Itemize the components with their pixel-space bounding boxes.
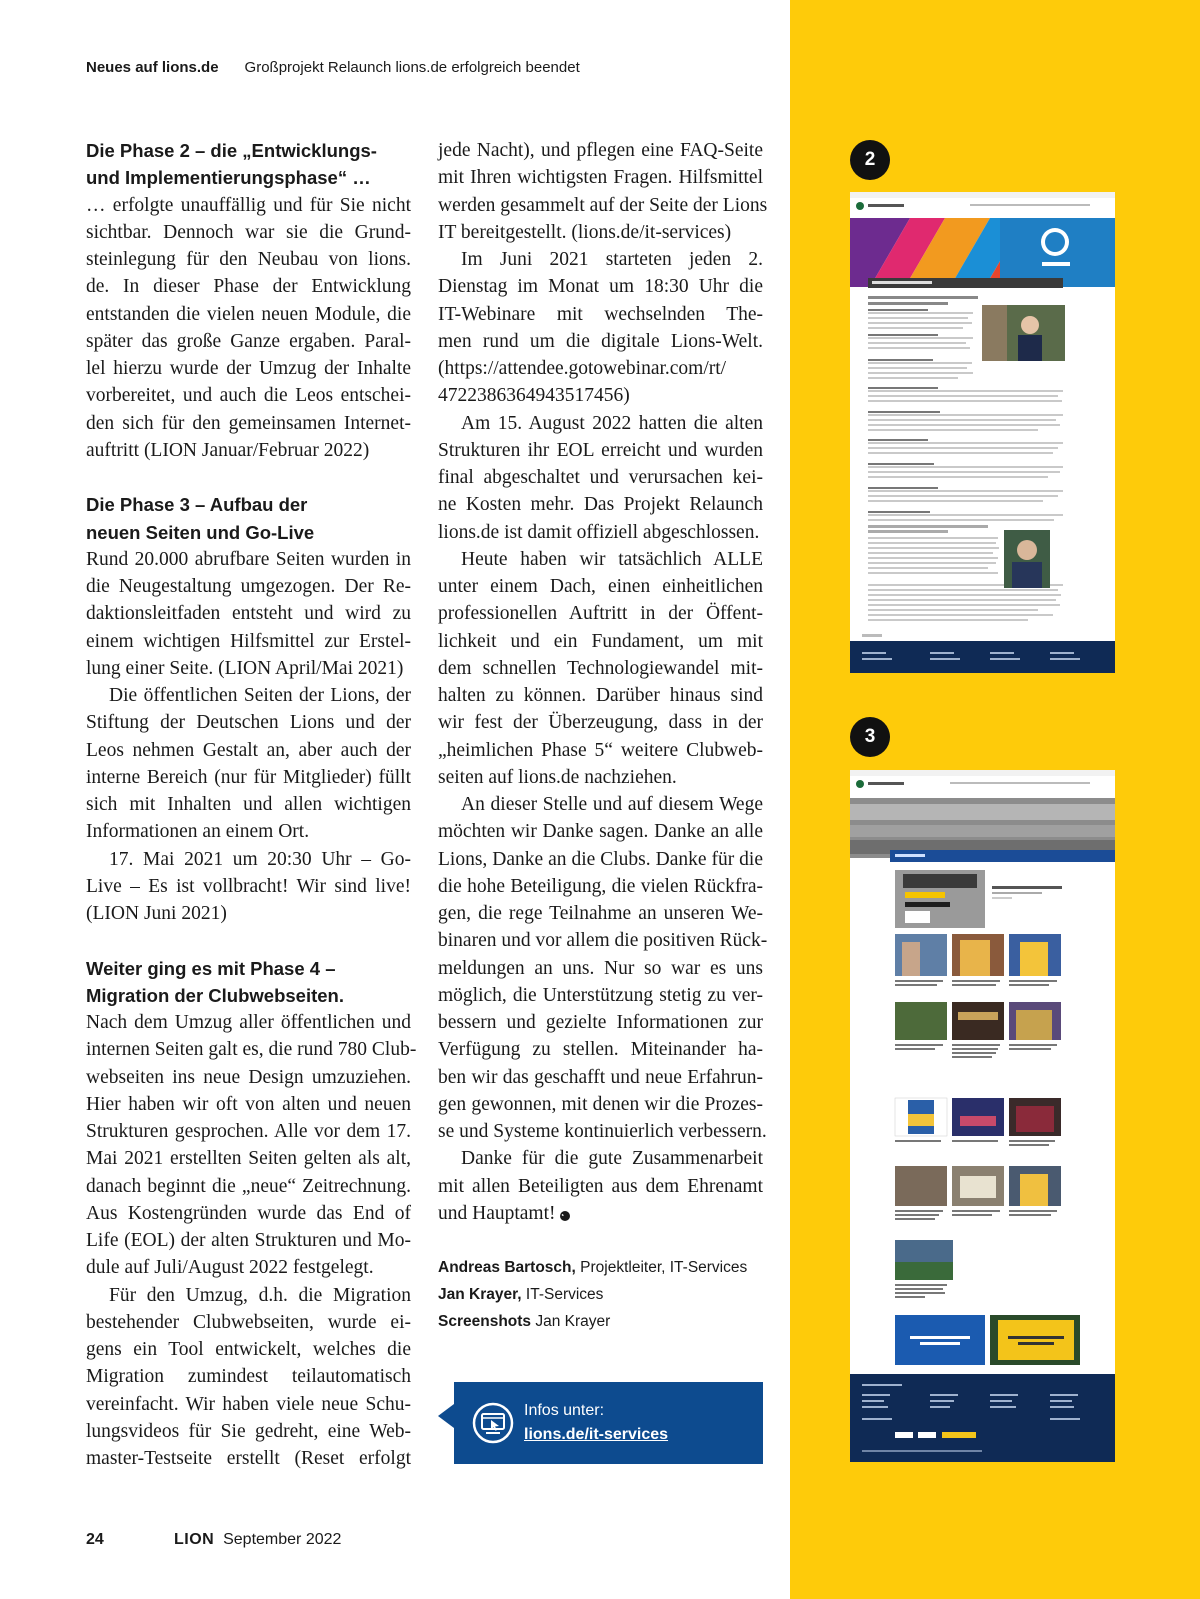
body-text-line [438, 1200, 763, 1227]
body-text-line [86, 791, 411, 818]
line-text: danach beginnt die „neue“ Zeitrechnung. [86, 1175, 411, 1197]
body-text-line [438, 682, 763, 709]
body-text-line [86, 355, 411, 382]
line-text: bestehender Clubwebseiten, wurde ei- [86, 1311, 411, 1333]
running-header [86, 59, 580, 76]
credit-name: Screenshots [438, 1313, 532, 1330]
line-text: vorbereitet, und auch die Leos entschei- [86, 385, 411, 407]
line-text: daktionsleitfaden entsteht und wird zu [86, 603, 411, 625]
line-text: Leos nehmen Gestalt an, aber auch der [86, 739, 411, 761]
body-text-line [86, 437, 411, 464]
line-text: Lions, Danke an die Clubs. Danke für die [438, 848, 763, 870]
line-text: sichtbar. Dennoch war sie die Grund- [86, 221, 411, 243]
line-text: entstanden die vielen neuen Module, die [86, 303, 411, 325]
line-text: lions.de ist damit offiziell abgeschlossen. [438, 521, 760, 543]
line-text: den sich für den gemeinsamen Internet- [86, 412, 411, 434]
line-text: und Hauptamt! [438, 1202, 556, 1224]
body-text-line [438, 328, 763, 355]
line-text: de. In dieser Phase der Entwicklung [86, 276, 411, 298]
line-text: unter einem Dach, einen einheitlichen [438, 576, 763, 597]
section-heading-line [86, 164, 411, 191]
body-text-line [438, 791, 763, 818]
line-text: Am 15. August 2022 hatten die alten [461, 412, 763, 434]
line-text: interne Bereich (nur für Mitglieder) füllt [86, 766, 411, 788]
body-text-line [438, 900, 763, 927]
body-text-line [86, 273, 411, 300]
line-text: ne Kosten mehr. Das Projekt Relaunch [438, 494, 763, 516]
body-text-line [86, 301, 411, 328]
line-text: Mai 2021 erstellten Seiten gelten als alt, [86, 1148, 411, 1170]
body-text-line [438, 1145, 763, 1172]
line-text: Stiftung der Deutschen Lions und der [86, 712, 411, 734]
line-text: Migration der Clubwebseiten. [86, 984, 344, 1006]
body-text-line [438, 1036, 763, 1063]
line-text: „heimlichen Phase 5“ weitere Clubweb- [438, 739, 763, 761]
section-name: Neues auf lions.de [86, 59, 219, 76]
line-text: (LION Juni 2021) [86, 903, 227, 924]
body-text-line [86, 900, 411, 927]
body-text-line [438, 737, 763, 764]
credit-name: Jan Krayer, [438, 1286, 522, 1303]
body-text-line [438, 546, 763, 573]
line-text: Dienstag im Monat um 18:30 Uhr die [438, 276, 763, 298]
line-text: vereinfacht. Wir haben viele neue Schu- [86, 1393, 411, 1415]
line-text: lungsvideos für Sie gedreht, eine Web- [86, 1420, 411, 1442]
line-text: webseiten ins neue Design umzuziehen. [86, 1066, 411, 1088]
body-text-line [86, 737, 411, 764]
body-text-line [86, 246, 411, 273]
body-text-line [438, 1173, 763, 1200]
body-text-line [86, 628, 411, 655]
body-text-line [438, 818, 763, 845]
line-text: Für den Umzug, d.h. die Migration [109, 1284, 411, 1306]
line-text: meldungen an uns. Nur so war es uns [438, 957, 763, 979]
line-text: Hier haben wir oft von alten und neuen [86, 1093, 411, 1115]
paragraph-gap [86, 464, 411, 491]
body-text-line [86, 682, 411, 709]
body-text-line [86, 219, 411, 246]
line-text: IT bereitgestellt. (lions.de/it-services) [438, 221, 732, 243]
body-text-line [86, 764, 411, 791]
line-text: die Neugestaltung umgezogen. Der Re- [86, 576, 411, 597]
line-text: die hohe Beteiligung, die vielen Rückfra- [438, 875, 763, 897]
line-text: einem wichtigen Hilfsmittel zur Erstel- [86, 630, 411, 652]
body-text-line [438, 519, 763, 546]
line-text: lung einer Seite. (LION April/Mai 2021) [86, 657, 404, 679]
end-of-article-icon: ◔ [560, 1211, 570, 1221]
section-heading-line [86, 982, 411, 1009]
line-text: steinlegung für den Neubau von lions. [86, 249, 411, 270]
section-heading-line [86, 491, 411, 518]
body-text-line [86, 328, 411, 355]
line-text: gens ein Tool entwickelt, welches die [86, 1339, 411, 1360]
line-text: IT-Webinare mit wechselnden The- [438, 303, 763, 325]
body-text-line [86, 192, 411, 219]
line-text: möchten wir Danke sagen. Danke an alle [438, 821, 763, 843]
body-text-line [86, 1091, 411, 1118]
credit-line [438, 1308, 778, 1335]
body-text-line [438, 246, 763, 273]
magazine-name: LION [174, 1531, 215, 1548]
line-text: An dieser Stelle und auf diesem Wege [461, 794, 763, 815]
line-text: Die Phase 2 – die „Entwicklungs- [86, 140, 377, 161]
page-number: 24 [86, 1531, 104, 1548]
line-text: Strukturen ihr EOL erreicht und wurden [438, 439, 763, 461]
body-text-line [86, 382, 411, 409]
section-heading-line [86, 137, 411, 164]
body-text-line [86, 1336, 411, 1363]
body-text-line [86, 1282, 411, 1309]
line-text: men rund um die digitale Lions-Welt. [438, 330, 763, 352]
line-text: Verfügung zu stellen. Miteinander ha- [438, 1039, 763, 1061]
body-text-line [438, 628, 763, 655]
body-text-line [438, 873, 763, 900]
body-text-line [438, 846, 763, 873]
body-text-line [86, 1363, 411, 1390]
line-text: professionellen Auftritt in der Öffent- [438, 603, 763, 625]
figure-badge-2: 2 [850, 140, 890, 180]
body-text-line [86, 1227, 411, 1254]
body-text-line [438, 1118, 767, 1145]
body-text-line [438, 273, 763, 300]
line-text: Nach dem Umzug aller öffentlichen und [86, 1012, 411, 1033]
screenshot-3 [850, 770, 1115, 1462]
line-text: dule auf Juli/August 2022 festgelegt. [86, 1257, 374, 1279]
credit-name: Andreas Bartosch, [438, 1259, 576, 1276]
line-text: mit Ihren wichtigsten Fragen. Hilfsmittel [438, 167, 763, 189]
line-text: Informationen an einem Ort. [86, 821, 310, 843]
body-text-line [86, 1254, 411, 1281]
credit-role: Jan Krayer [535, 1313, 611, 1330]
line-text: Strukturen gesprochen. Alle vor dem 17. [86, 1121, 411, 1142]
text-column-1 [86, 137, 417, 1472]
body-text-line [438, 437, 763, 464]
line-text: binaren und vor allem die positiven Rück- [438, 930, 768, 952]
body-text-line [438, 709, 763, 736]
body-text-line [86, 573, 411, 600]
figure-badge-3: 3 [850, 717, 890, 757]
line-text: lichkeit und ein Fundament, um mit [438, 630, 763, 652]
line-text: wir fest der Überzeugung, dass in der [438, 712, 763, 734]
line-text: mit allen Beteiligten aus dem Ehrenamt [438, 1175, 763, 1197]
line-text: Heute haben wir tatsächlich ALLE [461, 548, 763, 570]
line-text: möglich, die Unterstützung stetig zu ver- [438, 984, 763, 1006]
line-text: Live – Es ist vollbracht! Wir sind live! [86, 875, 411, 897]
line-text: Life (EOL) der alten Strukturen und Mo- [86, 1230, 411, 1251]
text-column-2 [438, 137, 768, 1227]
body-text-line [438, 600, 763, 627]
body-text-line [86, 846, 411, 873]
body-text-line [86, 1391, 411, 1418]
magazine-issue [174, 1531, 341, 1549]
article-title: Großprojekt Relaunch lions.de erfolgreich beendet [244, 59, 580, 76]
body-text-line [438, 355, 763, 382]
line-text: auftritt (LION Januar/Februar 2022) [86, 439, 370, 461]
website-screenshot-2 [850, 192, 1115, 673]
body-text-line [86, 546, 411, 573]
credit-line [438, 1281, 778, 1308]
website-screenshot-3 [850, 770, 1115, 1462]
line-text: Aus Kostengründen wurde das End of [86, 1202, 411, 1224]
body-text-line [86, 1309, 411, 1336]
info-box-pointer [438, 1404, 454, 1428]
body-text-line [86, 1118, 411, 1145]
credit-role: IT-Services [525, 1286, 604, 1303]
body-text-line [86, 410, 411, 437]
body-text-line [86, 1064, 411, 1091]
info-link[interactable]: lions.de/it-services [524, 1426, 669, 1443]
body-text-line [438, 491, 763, 518]
line-text: neuen Seiten und Go-Live [86, 521, 315, 543]
line-text: 17. Mai 2021 um 20:30 Uhr – Go- [109, 848, 411, 870]
line-text: später das große Ganze ergaben. Paral- [86, 330, 411, 352]
line-text: bessern und gezielte Informationen zur [438, 1012, 763, 1033]
body-text-line [86, 1445, 411, 1472]
line-text: Im Juni 2021 starteten jeden 2. [461, 249, 763, 270]
credit-role: Projektleiter, IT-Services [580, 1259, 748, 1276]
line-text: sich mit Inhalten und allen wichtigen [86, 794, 411, 815]
line-text: Weiter ging es mit Phase 4 – [86, 957, 336, 979]
credit-line [438, 1254, 778, 1281]
line-text: Die Phase 3 – Aufbau der [86, 494, 308, 516]
line-text: jede Nacht), und pflegen eine FAQ-Seite [438, 140, 763, 161]
page-footer [86, 1531, 342, 1549]
line-text: seiten auf lions.de nachziehen. [438, 766, 677, 788]
body-text-line [86, 709, 411, 736]
section-heading-line [86, 955, 411, 982]
body-text-line [438, 982, 763, 1009]
body-text-line [438, 382, 763, 409]
body-text-line [86, 600, 411, 627]
info-label: Infos unter: [524, 1402, 605, 1419]
line-text: werden gesammelt auf der Seite der Lions [438, 194, 768, 216]
line-text: dem schnellen Technologiewandel mit- [438, 657, 763, 679]
body-text-line [438, 655, 763, 682]
line-text: final abgeschaltet und verursachen kei- [438, 467, 763, 488]
body-text-line [438, 410, 763, 437]
body-text-line [438, 927, 768, 954]
issue-date: September 2022 [223, 1531, 342, 1548]
body-text-line [438, 464, 763, 491]
body-text-line [86, 1200, 411, 1227]
body-text-line [438, 1009, 763, 1036]
yellow-sidebar [790, 0, 1200, 1599]
body-text-line [438, 219, 763, 246]
author-credits [438, 1254, 778, 1335]
line-text: Rund 20.000 abrufbare Seiten wurden in [86, 548, 411, 570]
body-text-line [86, 1145, 411, 1172]
body-text-line [86, 1173, 411, 1200]
body-text-line [86, 873, 411, 900]
line-text: … erfolgte unauffällig und für Sie nicht [86, 194, 411, 216]
line-text: lel hierzu wurde der Umzug der Inhalte [86, 358, 411, 379]
body-text-line [438, 573, 763, 600]
body-text-line [86, 655, 411, 682]
web-link-icon [472, 1402, 514, 1444]
line-text: master-Testseite erstellt (Reset erfolgt [86, 1448, 411, 1469]
body-text-line [438, 955, 763, 982]
line-text: (https://attendee.gotowebinar.com/rt/ [438, 358, 727, 379]
section-heading-line [86, 519, 411, 546]
line-text: se und Systeme kontinuierlich verbessern. [438, 1121, 767, 1142]
screenshot-2 [850, 192, 1115, 673]
line-text: 4722386364943517456) [438, 385, 630, 407]
line-text: internen Seiten galt es, die rund 780 Club- [86, 1039, 417, 1061]
line-text: ben wir das geschafft und neue Erfahrun- [438, 1066, 763, 1088]
body-text-line [438, 764, 763, 791]
body-text-line [86, 1009, 411, 1036]
info-box [454, 1382, 763, 1464]
line-text: gen, die rege Teilnahme an unseren We- [438, 903, 763, 924]
body-text-line [86, 818, 411, 845]
body-text-line [86, 1418, 411, 1445]
body-text-line [86, 1036, 417, 1063]
line-text: gen gewonnen, mit denen wir die Prozes- [438, 1093, 763, 1115]
body-text-line [438, 192, 768, 219]
body-text-line [438, 137, 763, 164]
body-text-line [438, 164, 763, 191]
line-text: halten zu können. Darüber hinaus sind [438, 685, 763, 706]
line-text: Danke für die gute Zusammenarbeit [461, 1148, 763, 1170]
paragraph-gap [86, 927, 411, 954]
body-text-line [438, 301, 763, 328]
body-text-line [438, 1064, 763, 1091]
line-text: und Implementierungsphase“ … [86, 167, 371, 189]
line-text: Die öffentlichen Seiten der Lions, der [109, 685, 411, 706]
line-text: Migration zumindest teilautomatisch [86, 1366, 411, 1388]
body-text-line [438, 1091, 763, 1118]
